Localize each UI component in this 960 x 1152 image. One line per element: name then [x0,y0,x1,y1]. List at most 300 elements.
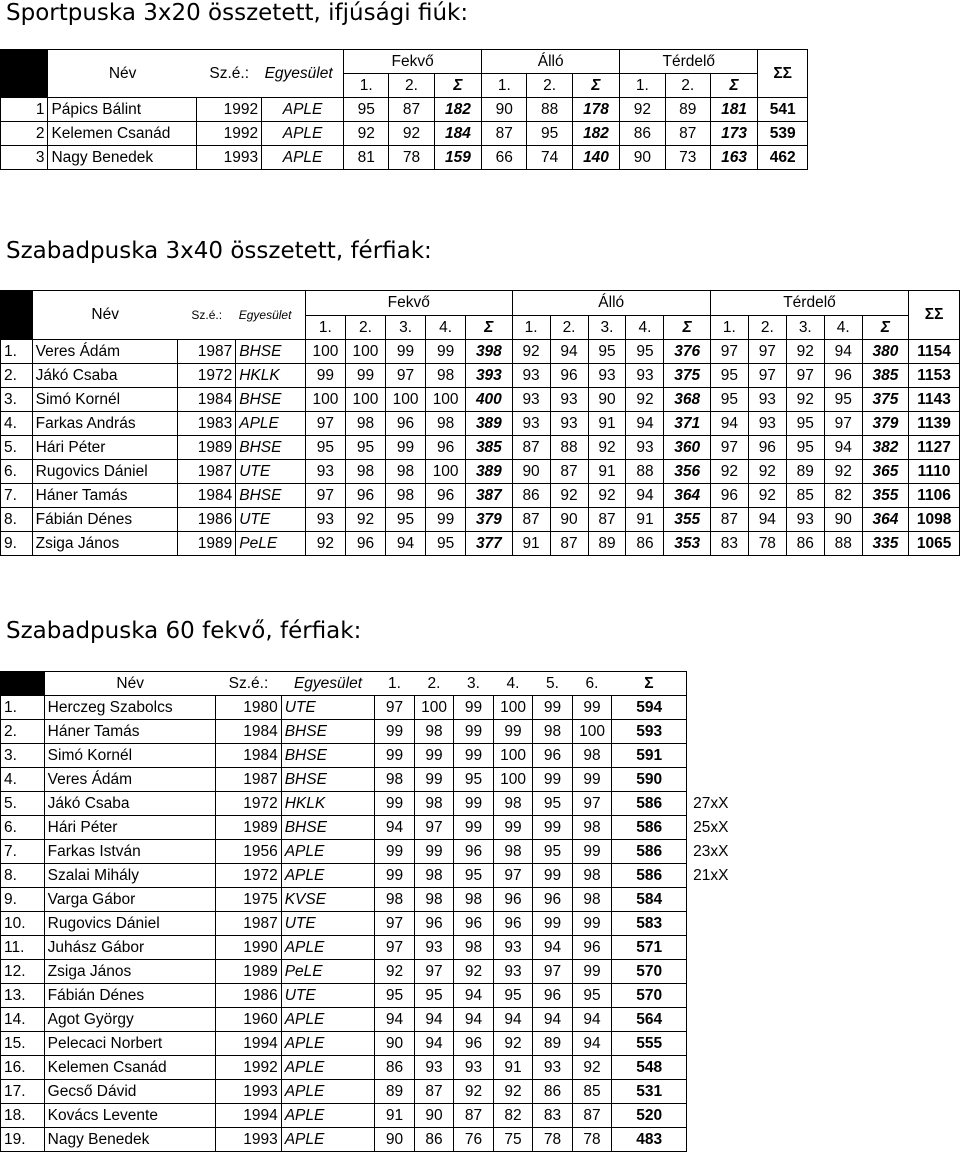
grand-total: 1098 [909,508,960,532]
total: 548 [612,1056,687,1080]
kneeling-3: 95 [786,412,824,436]
club: APLE [281,936,375,960]
kneeling-sum: 364 [862,508,908,532]
kneeling-1: 92 [710,460,748,484]
kneeling-2: 92 [748,460,786,484]
kneeling-1: 83 [710,532,748,556]
shot-1: 90 [375,1032,415,1056]
tiebreak [687,936,760,960]
shot-1: 97 [375,696,415,720]
birth-year: 1994 [216,1104,282,1128]
header-corner [1,291,33,340]
shot-1: 91 [375,1104,415,1128]
prone-3: 98 [386,460,426,484]
standing-sum: 368 [664,388,710,412]
rank: 7. [1,840,45,864]
standing-2: 95 [527,122,572,146]
grand-total: 1106 [909,484,960,508]
rank: 10. [1,912,45,936]
name: Fábián Dénes [44,984,216,1008]
standing-sum: 364 [664,484,710,508]
tiebreak: 21xX [693,866,729,884]
standing-1: 86 [512,484,550,508]
shot-6: 98 [572,744,612,768]
standing-1: 91 [512,532,550,556]
shot-5: 86 [533,1080,573,1104]
shot-4: 96 [493,888,533,912]
kneeling-1: 96 [710,484,748,508]
shot-4: 92 [493,1080,533,1104]
results-table-szabadpuska-3x40 [0,290,960,556]
rank: 4. [1,768,45,792]
rank: 18. [1,1104,45,1128]
shot-5: 99 [533,912,573,936]
shot-1: 99 [375,744,415,768]
kneeling-4: 95 [824,388,862,412]
standing-4: 94 [626,484,664,508]
table-row [1,960,760,984]
club: BHSE [236,484,306,508]
table-row [1,936,760,960]
birth-year: 1992 [216,1056,282,1080]
kneeling-1: 86 [620,122,665,146]
standing-1: 87 [482,122,527,146]
shot-3: 94 [454,1008,494,1032]
tiebreak [687,696,760,720]
prone-1: 93 [305,460,345,484]
birth-year: 1993 [216,1080,282,1104]
kneeling-sum: 382 [862,436,908,460]
prone-3: 100 [386,388,426,412]
total: 531 [612,1080,687,1104]
table-row [1,364,960,388]
club: BHSE [281,768,375,792]
sub-3: 3. [454,672,494,696]
shot-3: 95 [454,864,494,888]
shot-4: 100 [493,768,533,792]
birth-year: 1983 [178,412,236,436]
table-row [1,98,808,122]
birth-year: 1989 [178,532,236,556]
standing-sum: 355 [664,508,710,532]
prone-3: 99 [386,436,426,460]
standing-3: 89 [588,532,626,556]
name: Farkas István [44,840,216,864]
sub-1: 1. [710,315,748,340]
table-row [1,532,960,556]
kneeling-2: 93 [748,388,786,412]
shot-2: 98 [414,720,454,744]
rank: 7. [1,484,33,508]
standing-4: 86 [626,532,664,556]
total: 520 [612,1104,687,1128]
shot-6: 100 [572,720,612,744]
club: APLE [281,1032,375,1056]
rank: 11. [1,936,45,960]
prone-2: 87 [389,98,434,122]
shot-5: 97 [533,960,573,984]
shot-3: 92 [454,1080,494,1104]
standing-4: 91 [626,508,664,532]
shot-1: 97 [375,936,415,960]
club: HKLK [281,792,375,816]
rank: 1. [1,696,45,720]
shot-6: 99 [572,960,612,984]
club: APLE [281,1056,375,1080]
table-row [1,864,760,888]
name: Zsiga János [32,532,178,556]
kneeling-1: 92 [620,98,665,122]
kneeling-2: 94 [748,508,786,532]
sub-3: 3. [588,315,626,340]
shot-3: 93 [454,1056,494,1080]
standing-2: 96 [550,364,588,388]
prone-1: 95 [305,436,345,460]
rank: 8. [1,864,45,888]
birth-year: 1984 [178,484,236,508]
header-grand-total: ΣΣ [909,291,960,340]
birth-year: 1972 [216,792,282,816]
table-row [1,984,760,1008]
sub-1: 1. [375,672,415,696]
shot-3: 95 [454,768,494,792]
table-row [1,792,760,816]
shot-3: 98 [454,888,494,912]
prone-2: 100 [345,340,385,364]
shot-2: 94 [414,1032,454,1056]
shot-3: 87 [454,1104,494,1128]
tiebreak [687,768,760,792]
shot-2: 93 [414,1056,454,1080]
header-kneeling: Térdelő [620,50,758,74]
sub-2: 2. [345,315,385,340]
prone-sum: 385 [466,436,512,460]
table-row [1,1104,760,1128]
tiebreak [687,1032,760,1056]
shot-3: 94 [454,984,494,1008]
prone-4: 96 [426,436,466,460]
sub-2: 2. [527,74,572,98]
name: Hári Péter [44,816,216,840]
grand-total: 1110 [909,460,960,484]
standing-2: 87 [550,532,588,556]
birth-year: 1984 [216,720,282,744]
header-grand-total: ΣΣ [758,50,808,98]
club: APLE [281,840,375,864]
table-row [1,484,960,508]
shot-5: 96 [533,888,573,912]
sub-sum: Σ [434,74,481,98]
header-club: Egyesület [281,672,375,696]
standing-sum: 182 [572,122,619,146]
shot-5: 96 [533,744,573,768]
name: Agot György [44,1008,216,1032]
header-corner [1,672,45,696]
name: Nagy Benedek [44,1128,216,1152]
rank: 1. [1,340,33,364]
grand-total: 1143 [909,388,960,412]
prone-3: 97 [386,364,426,388]
shot-4: 99 [493,720,533,744]
prone-3: 96 [386,412,426,436]
shot-2: 90 [414,1104,454,1128]
tiebreak-header [687,672,760,696]
kneeling-3: 97 [786,364,824,388]
shot-3: 76 [454,1128,494,1152]
table-row [1,1080,760,1104]
prone-sum: 182 [434,98,481,122]
name: Veres Ádám [32,340,178,364]
shot-2: 99 [414,840,454,864]
prone-4: 98 [426,364,466,388]
grand-total: 1127 [909,436,960,460]
kneeling-sum: 379 [862,412,908,436]
birth-year: 1992 [197,98,262,122]
kneeling-3: 89 [786,460,824,484]
prone-4: 95 [426,532,466,556]
shot-6: 98 [572,888,612,912]
header-row [1,291,960,316]
club: APLE [281,1128,375,1152]
kneeling-2: 89 [665,98,710,122]
shot-6: 97 [572,792,612,816]
shot-2: 98 [414,792,454,816]
sub-2: 2. [414,672,454,696]
kneeling-4: 94 [824,436,862,460]
prone-1: 93 [305,508,345,532]
birth-year: 1956 [216,840,282,864]
shot-1: 94 [375,816,415,840]
tiebreak: 27xX [693,794,729,812]
prone-1: 97 [305,412,345,436]
shot-4: 98 [493,792,533,816]
kneeling-sum: 181 [710,98,757,122]
kneeling-4: 88 [824,532,862,556]
birth-year: 1987 [178,460,236,484]
rank: 9. [1,532,33,556]
prone-2: 98 [345,412,385,436]
birth-year: 1993 [197,146,262,170]
total: 570 [612,960,687,984]
kneeling-1: 87 [710,508,748,532]
club: APLE [262,146,344,170]
table-row [1,388,960,412]
standing-1: 87 [512,436,550,460]
tiebreak [687,1128,760,1152]
rank: 5. [1,792,45,816]
table-row [1,1056,760,1080]
standing-sum: 178 [572,98,619,122]
shot-4: 95 [493,984,533,1008]
total: 586 [612,792,687,816]
tiebreak [687,1104,760,1128]
shot-1: 86 [375,1056,415,1080]
kneeling-sum: 375 [862,388,908,412]
tiebreak [687,984,760,1008]
kneeling-2: 97 [748,364,786,388]
sub-1: 1. [482,74,527,98]
birth-year: 1987 [216,912,282,936]
prone-sum: 389 [466,412,512,436]
standing-sum: 375 [664,364,710,388]
shot-3: 99 [454,816,494,840]
name: Pelecaci Norbert [44,1032,216,1056]
standing-1: 93 [512,388,550,412]
standing-3: 95 [588,340,626,364]
prone-2: 98 [345,460,385,484]
birth-year: 1986 [216,984,282,1008]
standing-1: 92 [512,340,550,364]
club: UTE [281,984,375,1008]
shot-2: 96 [414,912,454,936]
shot-1: 98 [375,888,415,912]
name: Gecső Dávid [44,1080,216,1104]
standing-1: 90 [512,460,550,484]
kneeling-sum: 380 [862,340,908,364]
sub-sum: Σ [862,315,908,340]
prone-2: 100 [345,388,385,412]
kneeling-2: 78 [748,532,786,556]
prone-2: 96 [345,484,385,508]
name: Háner Tamás [32,484,178,508]
prone-1: 97 [305,484,345,508]
kneeling-1: 97 [710,340,748,364]
standing-3: 91 [588,460,626,484]
header-name: Név [48,50,197,98]
shot-6: 99 [572,840,612,864]
prone-3: 99 [386,340,426,364]
prone-3: 98 [386,484,426,508]
total: 594 [612,696,687,720]
prone-1: 99 [305,364,345,388]
kneeling-4: 97 [824,412,862,436]
birth-year: 1990 [216,936,282,960]
standing-2: 93 [550,388,588,412]
kneeling-2: 93 [748,412,786,436]
rank: 2. [1,364,33,388]
shot-5: 99 [533,864,573,888]
prone-1: 95 [344,98,389,122]
prone-sum: 398 [466,340,512,364]
shot-5: 94 [533,1008,573,1032]
name: Farkas András [32,412,178,436]
shot-1: 99 [375,840,415,864]
club: BHSE [281,720,375,744]
birth-year: 1984 [178,388,236,412]
prone-4: 96 [426,484,466,508]
prone-sum: 377 [466,532,512,556]
standing-1: 87 [512,508,550,532]
shot-6: 98 [572,816,612,840]
rank: 3. [1,388,33,412]
sub-4: 4. [626,315,664,340]
prone-2: 92 [345,508,385,532]
kneeling-2: 97 [748,340,786,364]
kneeling-4: 82 [824,484,862,508]
kneeling-3: 85 [786,484,824,508]
shot-5: 99 [533,816,573,840]
birth-year: 1993 [216,1128,282,1152]
header-birth-year: Sz.é.: [216,672,282,696]
standing-3: 90 [588,388,626,412]
grand-total: 1153 [909,364,960,388]
prone-2: 78 [389,146,434,170]
shot-5: 99 [533,696,573,720]
standing-1: 93 [512,364,550,388]
shot-4: 96 [493,912,533,936]
table-row [1,720,760,744]
total: 593 [612,720,687,744]
sub-3: 3. [386,315,426,340]
standing-4: 93 [626,364,664,388]
table-row [1,412,960,436]
tiebreak [687,1056,760,1080]
kneeling-4: 92 [824,460,862,484]
shot-1: 98 [375,768,415,792]
prone-sum: 159 [434,146,481,170]
prone-3: 94 [386,532,426,556]
sub-2: 2. [550,315,588,340]
tiebreak: 23xX [693,842,729,860]
prone-sum: 400 [466,388,512,412]
sub-1: 1. [620,74,665,98]
sub-1: 1. [344,74,389,98]
kneeling-3: 86 [786,532,824,556]
rank: 2. [1,720,45,744]
birth-year: 1994 [216,1032,282,1056]
tiebreak [687,744,760,768]
shot-5: 89 [533,1032,573,1056]
rank: 14. [1,1008,45,1032]
shot-2: 98 [414,888,454,912]
prone-sum: 184 [434,122,481,146]
shot-2: 98 [414,864,454,888]
prone-1: 100 [305,388,345,412]
sub-1: 1. [512,315,550,340]
club: BHSE [236,388,306,412]
standing-2: 92 [550,484,588,508]
shot-6: 98 [572,864,612,888]
total: 571 [612,936,687,960]
club: BHSE [281,744,375,768]
rank: 6. [1,816,45,840]
birth-year: 1987 [216,768,282,792]
table-row [1,436,960,460]
shot-6: 87 [572,1104,612,1128]
shot-5: 96 [533,984,573,1008]
kneeling-1: 95 [710,364,748,388]
birth-year: 1972 [178,364,236,388]
shot-1: 89 [375,1080,415,1104]
kneeling-1: 94 [710,412,748,436]
shot-2: 99 [414,744,454,768]
shot-3: 99 [454,744,494,768]
birth-year: 1972 [216,864,282,888]
shot-2: 95 [414,984,454,1008]
name: Veres Ádám [44,768,216,792]
birth-year: 1989 [216,960,282,984]
header-name: Név [32,291,178,340]
rank: 3. [1,744,45,768]
table-row [1,696,760,720]
header-birth-year: Sz.é.: [178,291,236,340]
shot-4: 93 [493,936,533,960]
name: Nagy Benedek [48,146,197,170]
prone-sum: 387 [466,484,512,508]
name: Juhász Gábor [44,936,216,960]
club: BHSE [236,340,306,364]
shot-5: 98 [533,720,573,744]
